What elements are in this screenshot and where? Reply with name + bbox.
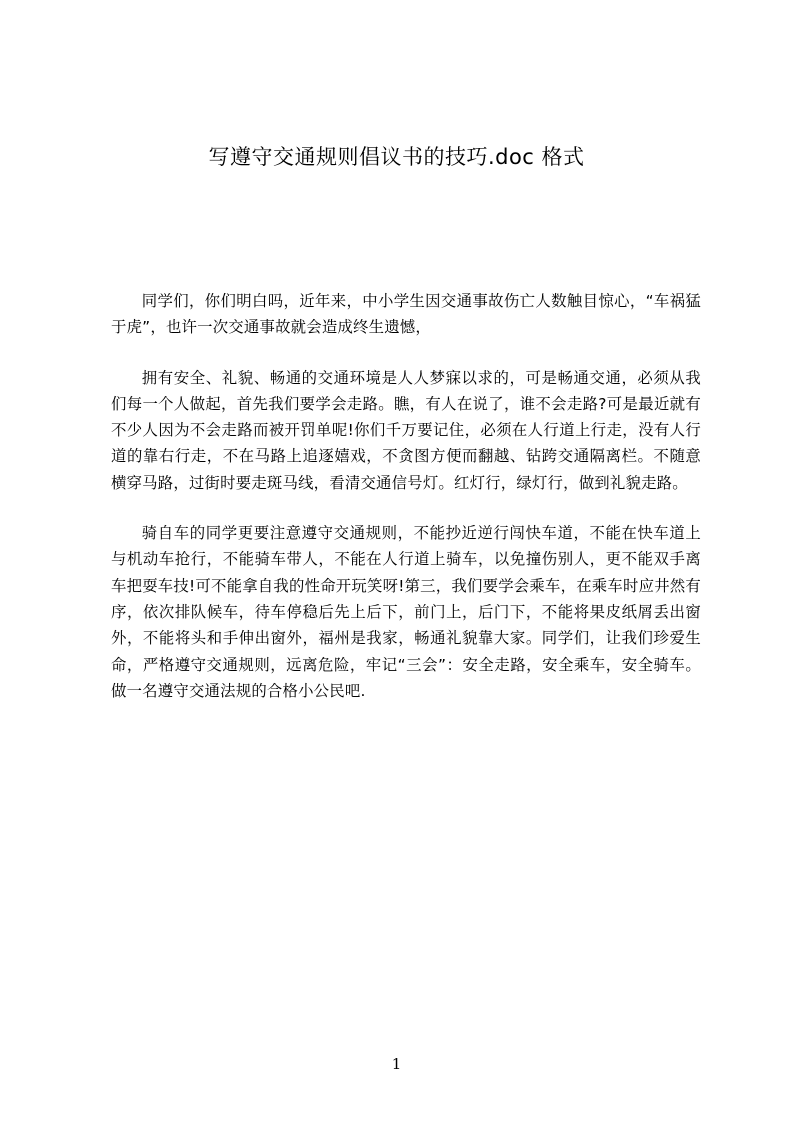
paragraph-walking: 拥有安全、礼貌、畅通的交通环境是人人梦寐以求的，可是畅通交通，必须从我们每一个人做起，首先我们要学会走路。瞧，有人在说了，谁不会走路?可是最近就有不少人因为不会走路而被开罚单呢!你们千万要记住，必须在人行道上行走，没有人行道的靠右行走，不在马路上追逐嬉戏，不贪图方便而翻越、钻跨交通隔离栏。不随意横穿马路，过街时要走斑马线，看清交通信号灯。红灯行，绿灯行，做到礼貌走路。 — [111, 368, 701, 492]
page-number: 1 — [391, 1055, 402, 1073]
paragraph-cycling-riding: 骑自车的同学更要注意遵守交通规则，不能抄近逆行闯快车道，不能在快车道上与机动车抢行，不能骑车带人，不能在人行道上骑车，以免撞伤别人，更不能双手离车把耍车技!可不能拿自我的性命开玩笑呀!第三，我们要学会乘车，在乘车时应井然有序，依次排队候车，待车停稳后先上后下，前门上，后门下，不能将果皮纸屑丢出窗外，不能将头和手伸出窗外，福州是我家，畅通礼貌靠大家。同学们，让我们珍爱生命，严格遵守交通规则，远离危险，牢记“三会”：安全走路，安全乘车，安全骑车。做一名遵守交通法规的合格小公民吧. — [111, 524, 701, 700]
paragraph-intro: 同学们，你们明白吗，近年来，中小学生因交通事故伤亡人数触目惊心，“车祸猛于虎”，也许一次交通事故就会造成终生遗憾， — [111, 292, 701, 337]
document-title: 写遵守交通规则倡议书的技巧.doc 格式 — [208, 145, 585, 169]
document-body — [111, 288, 701, 728]
